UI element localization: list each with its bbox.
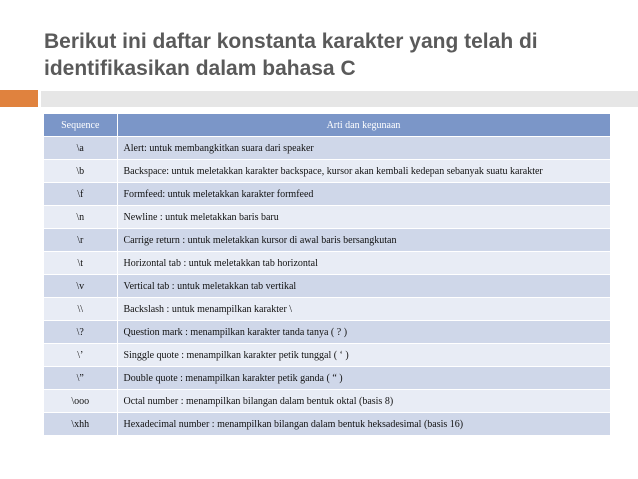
table-row <box>44 229 610 252</box>
description-cell: Newline : untuk meletakkan baris baru <box>117 206 610 229</box>
description-cell: Double quote : menampilkan karakter petik ganda ( “ ) <box>117 367 610 390</box>
table-row <box>44 252 610 275</box>
sequence-cell: \” <box>44 367 117 390</box>
sequence-cell: \\ <box>44 298 117 321</box>
table-header-row <box>44 114 610 137</box>
table-row <box>44 321 610 344</box>
title-rule-accent <box>0 90 38 107</box>
table-row <box>44 298 610 321</box>
description-cell: Horizontal tab : untuk meletakkan tab horizontal <box>117 252 610 275</box>
sequence-cell: \? <box>44 321 117 344</box>
sequence-cell: \n <box>44 206 117 229</box>
sequence-cell: \ooo <box>44 390 117 413</box>
description-cell: Alert: untuk membangkitkan suara dari speaker <box>117 137 610 160</box>
title-rule-line <box>41 91 638 107</box>
character-constants-table <box>44 114 611 436</box>
description-cell: Hexadecimal number : menampilkan bilangan dalam bentuk heksadesimal (basis 16) <box>117 413 610 436</box>
sequence-cell: \a <box>44 137 117 160</box>
description-cell: Backslash : untuk menampilkan karakter \ <box>117 298 610 321</box>
header-sequence: Sequence <box>44 114 117 137</box>
sequence-cell: \v <box>44 275 117 298</box>
sequence-cell: \r <box>44 229 117 252</box>
table-row <box>44 367 610 390</box>
sequence-cell: \b <box>44 160 117 183</box>
table-row <box>44 390 610 413</box>
description-cell: Backspace: untuk meletakkan karakter backspace, kursor akan kembali kedepan sebanyak suatu karakter <box>117 160 610 183</box>
description-cell: Carrige return : untuk meletakkan kursor di awal baris bersangkutan <box>117 229 610 252</box>
description-cell: Octal number : menampilkan bilangan dalam bentuk oktal (basis 8) <box>117 390 610 413</box>
sequence-cell: \’ <box>44 344 117 367</box>
table-row <box>44 413 610 436</box>
table-row <box>44 275 610 298</box>
sequence-cell: \xhh <box>44 413 117 436</box>
header-arti: Arti dan kegunaan <box>117 114 610 137</box>
table-row <box>44 137 610 160</box>
table-row <box>44 206 610 229</box>
sequence-cell: \f <box>44 183 117 206</box>
sequence-cell: \t <box>44 252 117 275</box>
description-cell: Question mark : menampilkan karakter tanda tanya ( ? ) <box>117 321 610 344</box>
slide-title: Berikut ini daftar konstanta karakter yang telah di identifikasikan dalam bahasa C <box>44 30 538 80</box>
table-row <box>44 344 610 367</box>
description-cell: Formfeed: untuk meletakkan karakter formfeed <box>117 183 610 206</box>
table-row <box>44 160 610 183</box>
description-cell: Singgle quote : menampilkan karakter petik tunggal ( ‘ ) <box>117 344 610 367</box>
table-row <box>44 183 610 206</box>
description-cell: Vertical tab : untuk meletakkan tab vertikal <box>117 275 610 298</box>
